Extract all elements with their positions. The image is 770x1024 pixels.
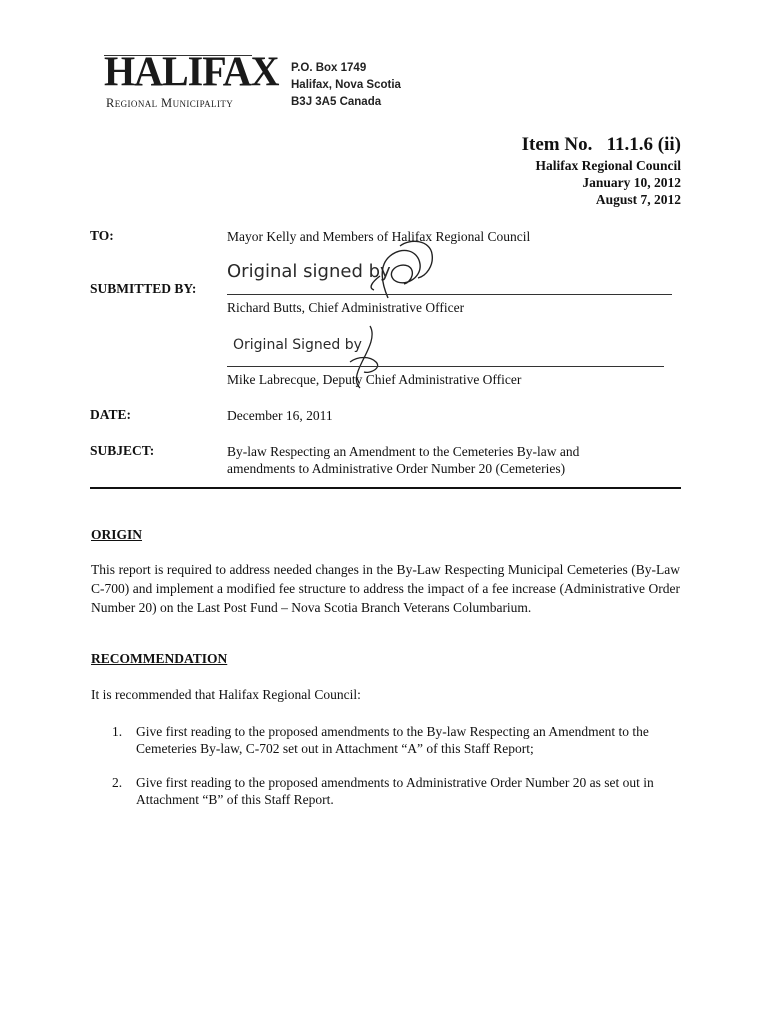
list-item xyxy=(112,723,680,757)
origin-text: This report is required to address needed changes in the By-Law Respecting Municipal Cemeteries (By-Law C-700) and implement a modified fee structure to address the impact of a fee increase (Administrative Order Number 20) on the Last Post Fund – Nova Scotia Branch Veterans Columbarium. xyxy=(91,562,680,615)
signature-note-1: Original signed by xyxy=(227,261,391,282)
recommendation-intro: It is recommended that Halifax Regional Council: xyxy=(91,687,361,702)
council-name: Halifax Regional Council xyxy=(535,158,681,173)
header-divider xyxy=(90,487,681,489)
submitter-2: Mike Labrecque, Deputy Chief Administrative Officer xyxy=(227,372,522,387)
item-number: Item No. 11.1.6 (ii) xyxy=(521,134,681,155)
recommendation-list xyxy=(112,723,680,825)
signature-1 xyxy=(360,236,442,302)
meeting-date: January 10, 2012 xyxy=(582,175,681,190)
subject-value: By-law Respecting an Amendment to the Cemeteries By-law and amendments to Administrative Order Number 20 (Cemeteries) xyxy=(227,444,580,476)
signature-line-1 xyxy=(227,294,672,295)
signature-note-2: Original Signed by xyxy=(233,337,362,353)
recommendation-heading: RECOMMENDATION xyxy=(91,651,228,666)
submitter-1: Richard Butts, Chief Administrative Officer xyxy=(227,300,465,315)
address-line: B3J 3A5 Canada xyxy=(291,96,382,108)
to-value: Mayor Kelly and Members of Halifax Regional Council xyxy=(227,229,531,244)
signature-line-2 xyxy=(227,366,664,367)
item-meta xyxy=(535,157,681,208)
letterhead-address xyxy=(291,60,401,111)
to-label: TO: xyxy=(90,228,114,243)
origin-heading: ORIGIN xyxy=(91,527,143,542)
submitted-by-label: SUBMITTED BY: xyxy=(90,281,197,296)
logo-subtitle: Regional Municipality xyxy=(106,96,234,110)
list-text: Give first reading to the proposed amendments to Administrative Order Number 20 as set out in Attachment “B” of this Staff Report. xyxy=(136,775,654,807)
address-line: P.O. Box 1749 xyxy=(291,62,367,74)
halifax-logo: HALIFAX xyxy=(104,47,279,96)
date-label: DATE: xyxy=(90,407,132,422)
address-line: Halifax, Nova Scotia xyxy=(291,79,401,91)
date-value: December 16, 2011 xyxy=(227,408,333,423)
list-text: Give first reading to the proposed amendments to the By-law Respecting an Amendment to the Cemeteries By-law, C-702 set out in Attachment “A” of this Staff Report; xyxy=(136,724,649,756)
list-item xyxy=(112,774,680,808)
subject-label: SUBJECT: xyxy=(90,443,155,458)
meeting-date: August 7, 2012 xyxy=(595,192,681,207)
list-number: 2. xyxy=(112,775,123,790)
list-number: 1. xyxy=(112,724,123,739)
